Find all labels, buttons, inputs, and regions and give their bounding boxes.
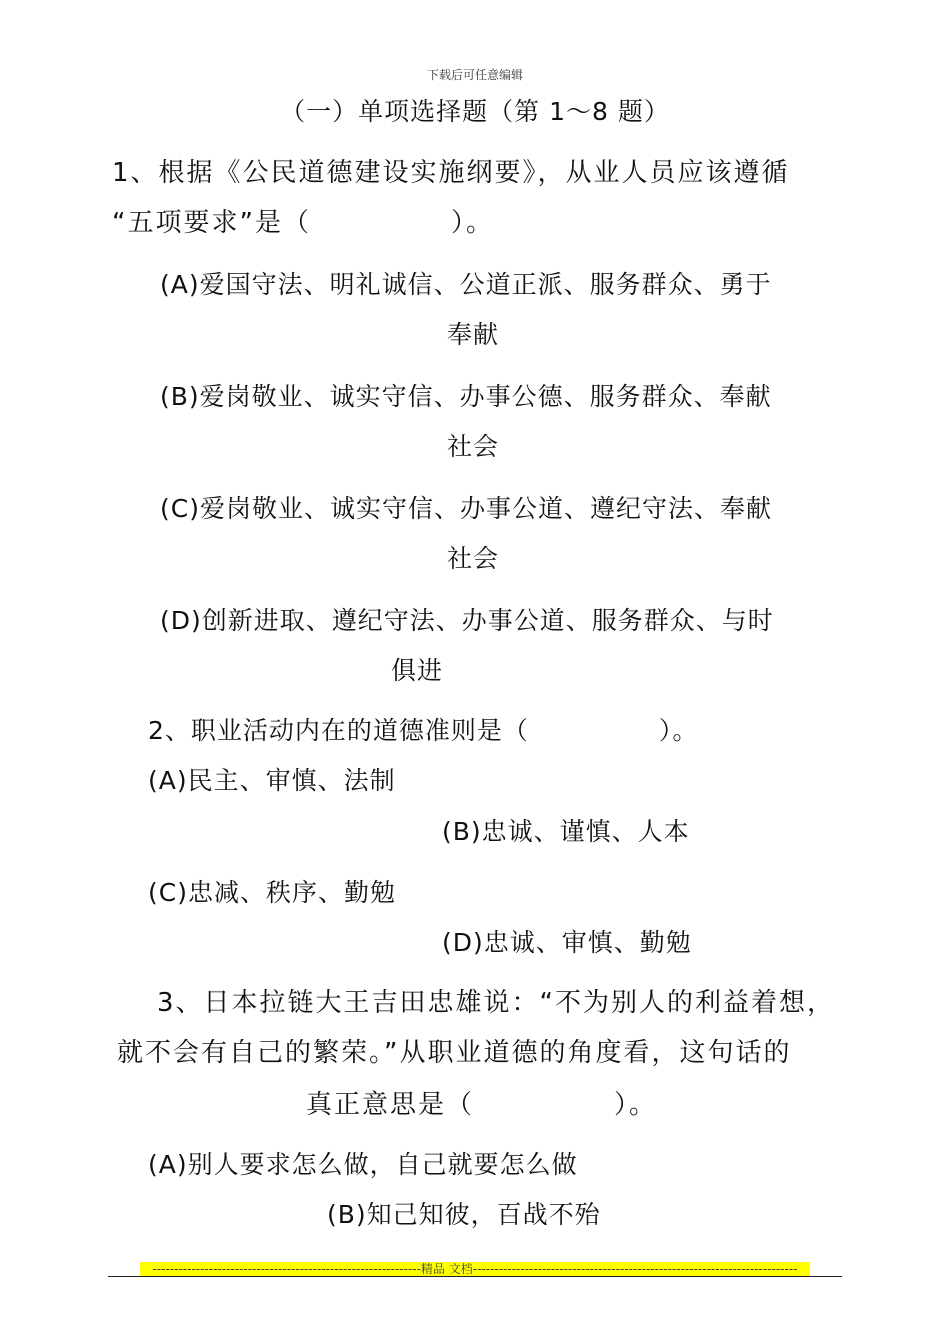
q3-stem-line2: 就不会有自己的繁荣。”从职业道德的角度看，这句话的 [117,1038,792,1068]
q2-stem: 2、职业活动内在的道德准则是（ ）。 [148,716,699,745]
q1-option-c: (C)爱岗敬业、诚实守信、办事公道、遵纪守法、奉献 [160,494,772,523]
section-title: （一）单项选择题（第 1～8 题） [280,97,670,126]
q3-stem-line3: 真正意思是（ ）。 [306,1090,658,1120]
header-note: 下载后可任意编辑 [426,68,523,82]
q3-option-b: (B)知己知彼，百战不殆 [327,1200,601,1229]
q1-stem-line1: 1、根据《公民道德建设实施纲要》，从业人员应该遵循 [112,158,790,188]
footer-divider [108,1276,842,1277]
q3-stem-line1: 3、日本拉链大王吉田忠雄说：“不为别人的利益着想， [157,988,836,1018]
q1-option-b-cont: 社会 [447,432,500,461]
q1-option-d-cont: 俱进 [391,656,444,685]
q2-option-c: (C)忠减、秩序、勤勉 [148,878,396,907]
q1-option-d: (D)创新进取、遵纪守法、办事公道、服务群众、与时 [160,606,774,635]
q3-option-a: (A)别人要求怎么做，自己就要怎么做 [148,1150,578,1179]
q1-option-a-cont: 奉献 [447,320,500,349]
q2-option-d: (D)忠诚、审慎、勤勉 [442,928,692,957]
q1-stem-line2: “五项要求”是（ ）。 [112,208,494,238]
q1-option-c-cont: 社会 [447,544,500,573]
footer-band: --------------------------------------------------------------精品 文档--------------------------------------------------------------------------- [140,1262,810,1277]
q1-option-b: (B)爱岗敬业、诚实守信、办事公德、服务群众、奉献 [160,382,772,411]
q2-option-b: (B)忠诚、谨慎、人本 [442,817,690,846]
q2-option-a: (A)民主、审慎、法制 [148,766,396,795]
q1-option-a: (A)爱国守法、明礼诚信、公道正派、服务群众、勇于 [160,270,772,299]
